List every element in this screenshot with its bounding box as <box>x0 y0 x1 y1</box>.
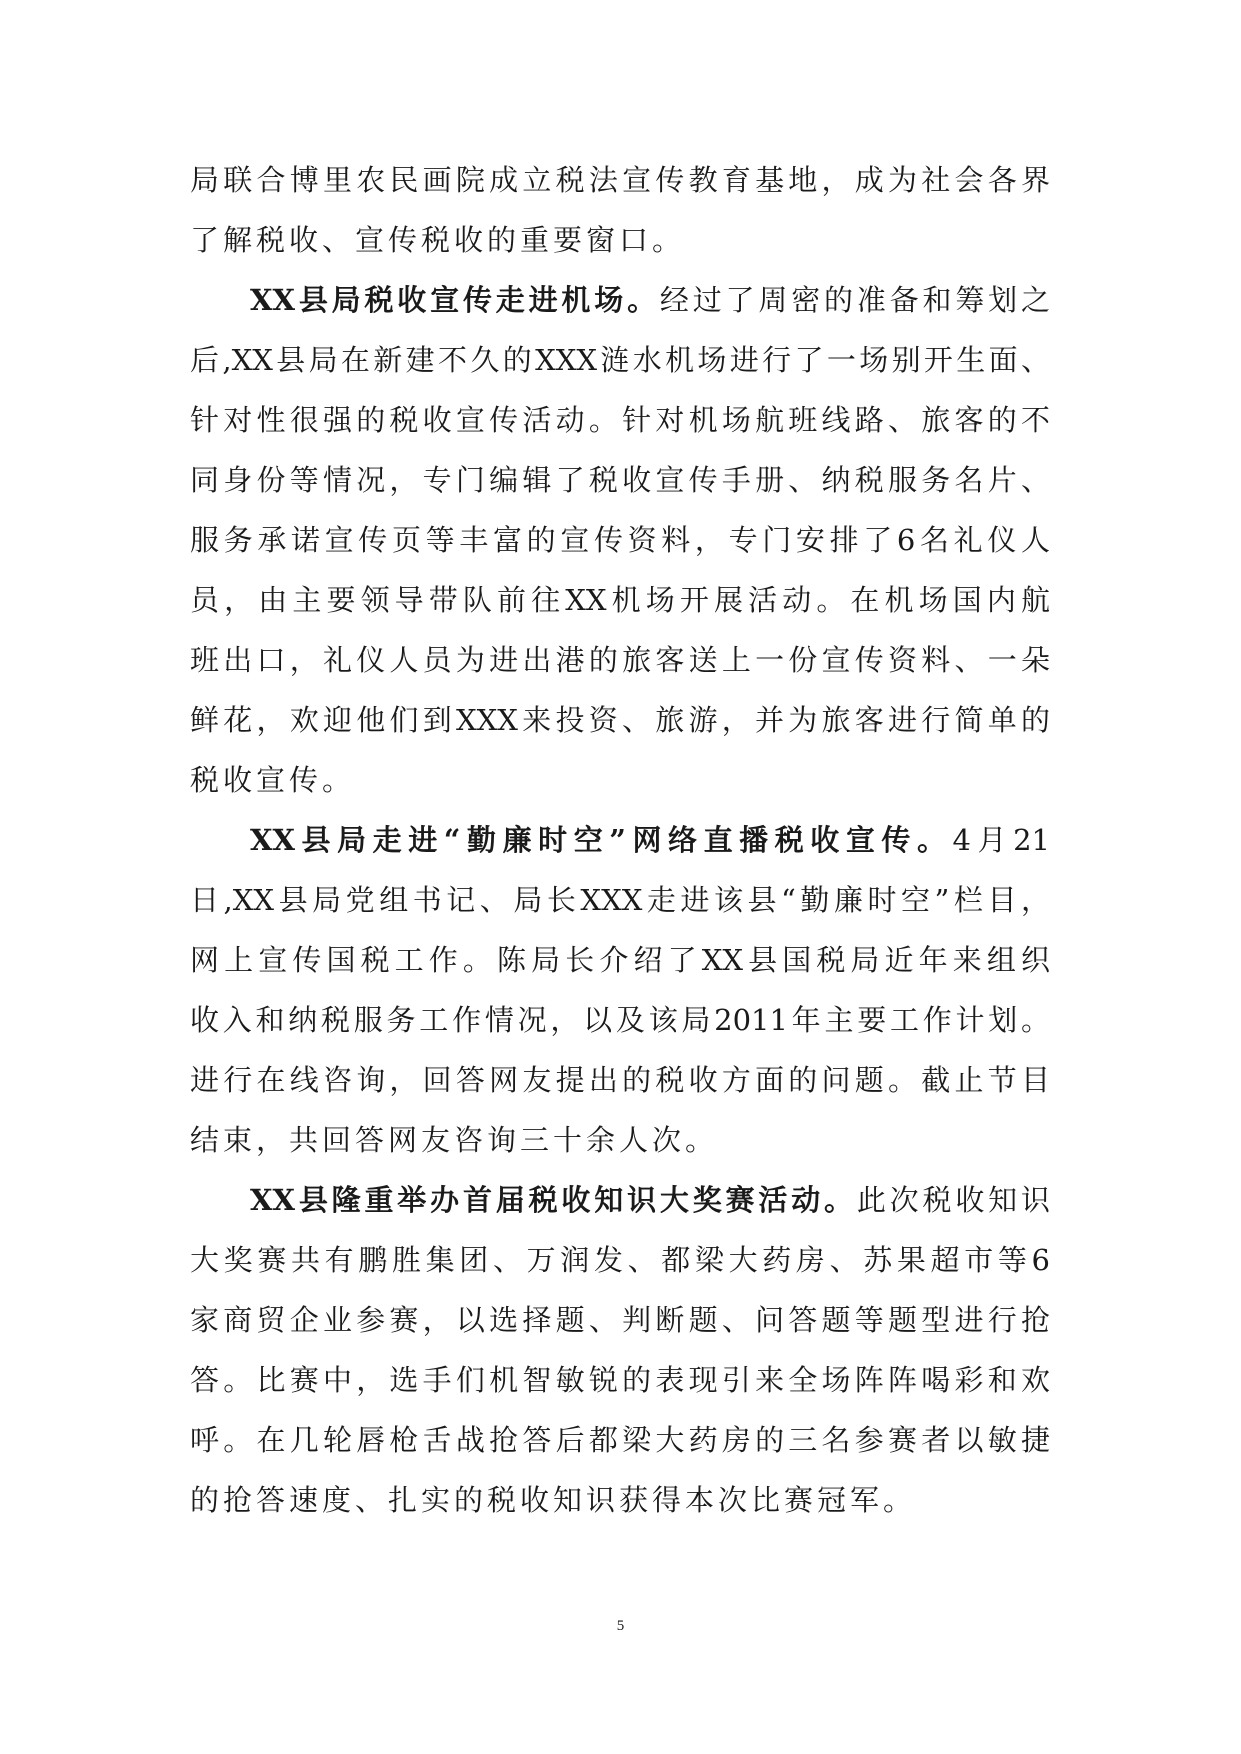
paragraph-4-line-4: 答。比赛中，选手们机智敏锐的表现引来全场阵阵喝彩和欢 <box>190 1363 1050 1397</box>
paragraph-2-line-6: 员，由主要领导带队前往XX机场开展活动。在机场国内航 <box>190 583 1050 617</box>
paragraph-4-line-6: 的抢答速度、扎实的税收知识获得本次比赛冠军。 <box>190 1483 917 1517</box>
paragraph-2-line-3: 针对性很强的税收宣传活动。针对机场航班线路、旅客的不 <box>190 403 1050 437</box>
paragraph-4-first-line-text: 此次税收知识 <box>856 1183 1050 1217</box>
paragraph-2-line-5: 服务承诺宣传页等丰富的宣传资料，专门安排了6名礼仪人 <box>190 523 1050 557</box>
paragraph-2-line-2: 后,XX县局在新建不久的XXX涟水机场进行了一场别开生面、 <box>190 343 1050 377</box>
paragraph-4-line-3: 家商贸企业参赛，以选择题、判断题、问答题等题型进行抢 <box>190 1303 1050 1337</box>
paragraph-3-line-6: 结束，共回答网友咨询三十余人次。 <box>190 1123 719 1157</box>
paragraph-3-line-3: 网上宣传国税工作。陈局长介绍了XX县国税局近年来组织 <box>190 943 1050 977</box>
paragraph-2-line-8: 鲜花，欢迎他们到XXX来投资、旅游，并为旅客进行简单的 <box>190 703 1050 737</box>
paragraph-4-line-1 <box>250 1178 1050 1222</box>
paragraph-3-heading: XX县局走进“勤廉时空”网络直播税收宣传。 <box>250 823 953 857</box>
paragraph-4-heading: XX县隆重举办首届税收知识大奖赛活动。 <box>250 1183 857 1217</box>
paragraph-2-first-line-text: 经过了周密的准备和筹划之 <box>659 283 1050 317</box>
paragraph-4-line-2: 大奖赛共有鹏胜集团、万润发、都梁大药房、苏果超市等6 <box>190 1243 1050 1277</box>
paragraph-2-line-7: 班出口，礼仪人员为进出港的旅客送上一份宣传资料、一朵 <box>190 643 1050 677</box>
paragraph-3-line-2: 日,XX县局党组书记、局长XXX走进该县“勤廉时空”栏目， <box>190 883 1050 917</box>
paragraph-2-heading: XX县局税收宣传走进机场。 <box>250 283 660 317</box>
paragraph-3-line-1 <box>250 818 1050 862</box>
paragraph-1-line-1: 局联合博里农民画院成立税法宣传教育基地，成为社会各界 <box>190 163 1050 197</box>
paragraph-2-line-1 <box>250 278 1050 322</box>
paragraph-1-line-2: 了解税收、宣传税收的重要窗口。 <box>190 223 686 257</box>
paragraph-2-line-9: 税收宣传。 <box>190 763 356 797</box>
paragraph-3-first-line-text: 4月21 <box>952 823 1050 857</box>
paragraph-2-line-4: 同身份等情况，专门编辑了税收宣传手册、纳税服务名片、 <box>190 463 1050 497</box>
paragraph-4-line-5: 呼。在几轮唇枪舌战抢答后都梁大药房的三名参赛者以敏捷 <box>190 1423 1050 1457</box>
paragraph-3-line-4: 收入和纳税服务工作情况，以及该局2011年主要工作计划。 <box>190 1003 1050 1037</box>
paragraph-3-line-5: 进行在线咨询，回答网友提出的税收方面的问题。截止节目 <box>190 1063 1050 1097</box>
page-number: 5 <box>616 1618 625 1634</box>
